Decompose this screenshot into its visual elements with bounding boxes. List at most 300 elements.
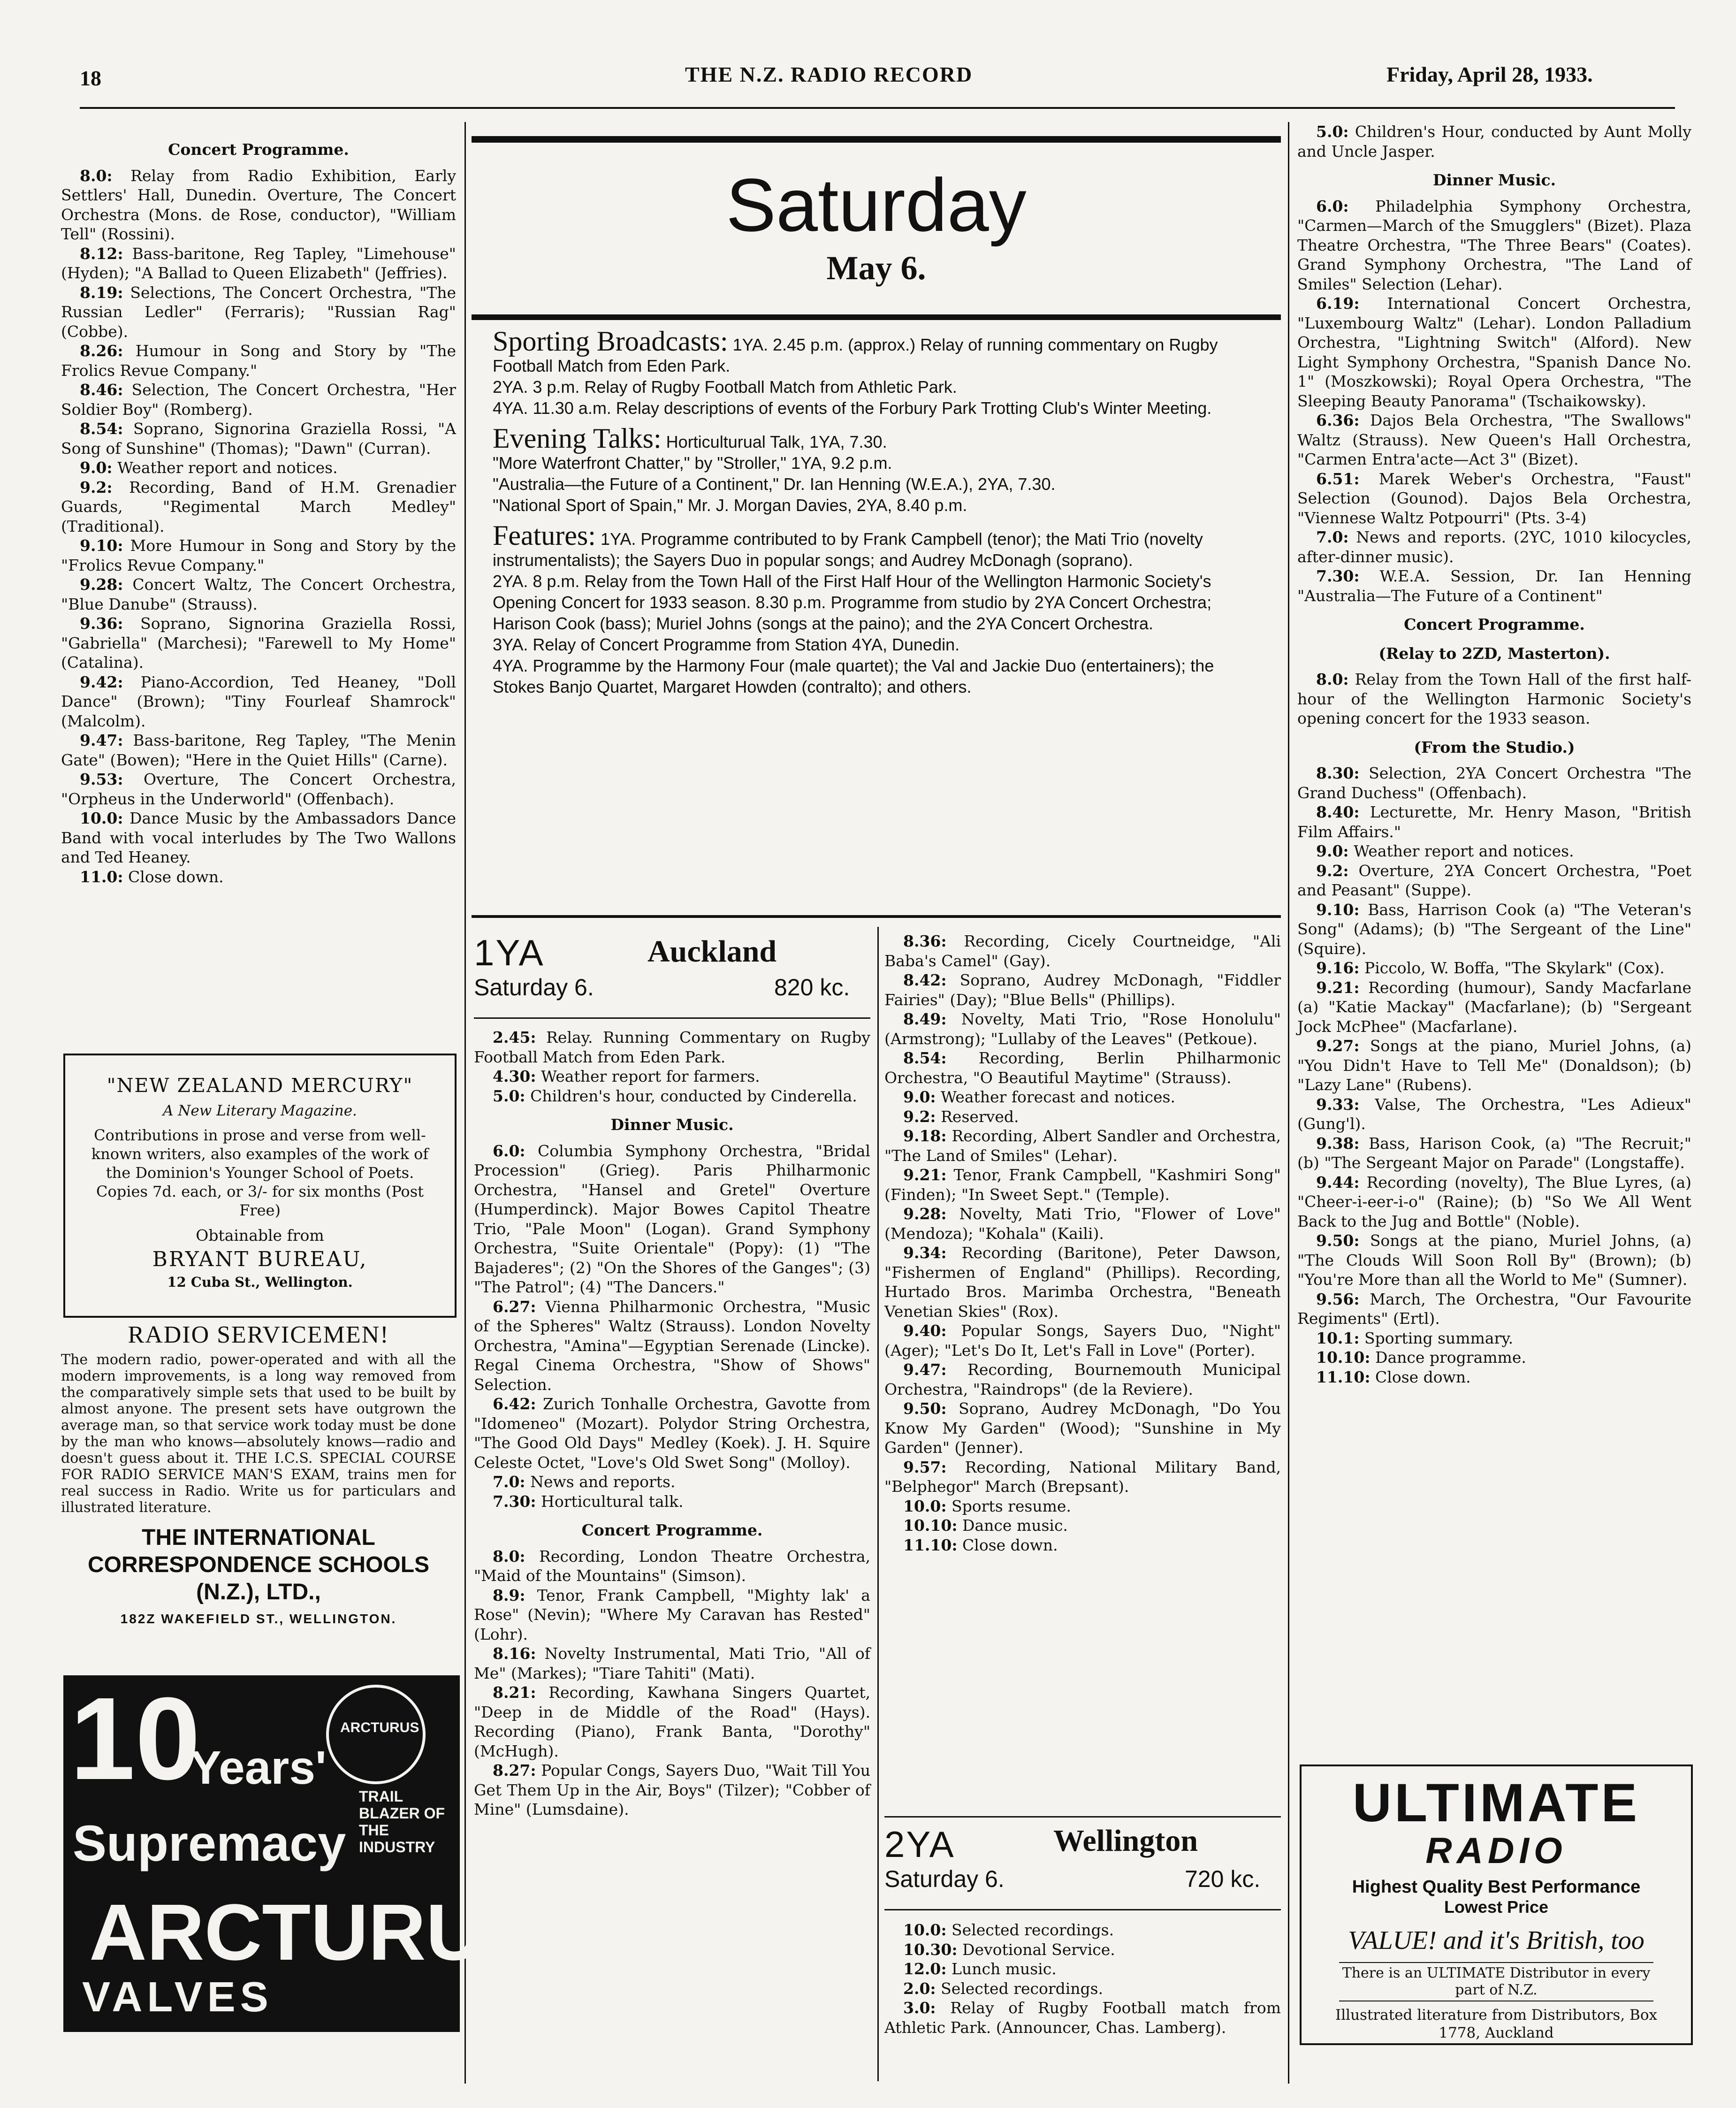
- programme-item: [1297, 469, 1691, 528]
- station-day: Saturday 6.: [884, 1866, 1005, 1892]
- programme-time: 10.30:: [903, 1940, 958, 1959]
- ultimate-brand: ULTIMATE: [1352, 1773, 1640, 1833]
- mercury-advert: [63, 1054, 457, 1318]
- programme-time: 2.0:: [903, 1979, 936, 1998]
- programme-item: [61, 867, 456, 887]
- header-rule: [80, 107, 1675, 109]
- ultimate-advert: [1300, 1764, 1693, 2045]
- ultimate-value: VALUE! and it's British, too: [1348, 1926, 1645, 1955]
- programme-time: 9.27:: [1316, 1037, 1360, 1055]
- programme-item: [474, 1141, 870, 1297]
- programme-time: 9.0:: [1316, 842, 1349, 860]
- programme-time: 12.0:: [903, 1960, 947, 1978]
- programme-time: 8.36:: [903, 932, 947, 950]
- programme-time: 7.30:: [493, 1492, 536, 1511]
- programme-text: Piano-Accordion, Ted Heaney, "Doll Dance" (Brown); "Tiny Fourleaf Shamrock" (Malcolm).: [61, 672, 456, 730]
- programme-time: 9.34:: [903, 1244, 947, 1262]
- programme-text: W.E.A. Session, Dr. Ian Henning "Australia—The Future of a Continent": [1297, 567, 1691, 605]
- programme-text: Recording, Cicely Courtneidge, "Ali Baba's Camel" (Gay).: [884, 932, 1281, 970]
- programme-text: International Concert Orchestra, "Luxembourg Waltz" (Lehar). London Palladium Orchestra, "Lightning Switch" (Alford). New Light Symphony Orchestra, "Spanish Dance No. 1" (Moszkowski); Royal Opera Orchestra, "The Sleeping Beauty Panorama" (Tschaikowsky).: [1297, 294, 1691, 410]
- programme-text: Zurich Tonhalle Orchestra, Gavotte from "Idomeneo" (Mozart). Polydor String Orchestra, "The Good Old Days" Medley (Koek). J. H. Squire Celeste Octet, "Love's Old Swet Song" (Molloy).: [474, 1395, 870, 1472]
- programme-time: 8.0:: [80, 166, 113, 185]
- programme-item: [474, 1683, 870, 1761]
- programme-text: Concert Waltz, The Concert Orchestra, "Blue Danube" (Strauss).: [61, 575, 456, 613]
- programme-item: [61, 380, 456, 419]
- features-label: Features:: [493, 520, 596, 551]
- programme-text: News and reports.: [525, 1473, 676, 1491]
- programme-item: [61, 283, 456, 342]
- station-rule: [884, 1909, 1281, 1910]
- sporting-label: Sporting Broadcasts:: [493, 326, 728, 357]
- programme-item: [884, 1165, 1281, 1204]
- programme-text: Tenor, Frank Campbell, "Mighty lak' a Rose" (Nevin); "Where My Caravan has Rested" (Lohr).: [474, 1586, 870, 1643]
- programme-time: 9.0:: [903, 1088, 936, 1106]
- station-rule: [474, 1017, 870, 1019]
- programme-time: 9.10:: [1316, 900, 1360, 919]
- programme-item: [884, 1126, 1281, 1165]
- programme-time: 9.56:: [1316, 1290, 1360, 1308]
- ics-title: RADIO SERVICEMEN!: [128, 1321, 389, 1348]
- mercury-title: "NEW ZEALAND MERCURY": [107, 1074, 413, 1097]
- programme-time: 9.10:: [80, 536, 123, 555]
- programme-item: [1297, 1367, 1691, 1387]
- programme-text: Children's Hour, conducted by Aunt Molly and Uncle Jasper.: [1297, 122, 1691, 160]
- section-heading: Concert Programme.: [581, 1521, 763, 1539]
- programme-item: [474, 1472, 870, 1492]
- programme-time: 8.27:: [493, 1761, 536, 1780]
- programme-text: Selected recordings.: [946, 1921, 1114, 1939]
- station-call-sign: 2YA: [884, 1824, 955, 1865]
- section-heading: Concert Programme.: [1404, 615, 1585, 634]
- programme-time: 8.49:: [903, 1010, 947, 1028]
- programme-item: [1297, 764, 1691, 802]
- programme-text: Bass, Harison Cook, (a) "The Recruit;" (b) "The Sergeant Major on Parade" (Longstaffe).: [1297, 1134, 1691, 1172]
- programme-item: [884, 1940, 1281, 1960]
- ics-company: THE INTERNATIONAL CORRESPONDENCE SCHOOLS (N.Z.), LTD.,: [87, 1525, 430, 1604]
- programme-time: 9.21:: [903, 1166, 947, 1184]
- programme-time: 9.38:: [1316, 1134, 1360, 1153]
- programme-text: Lunch music.: [946, 1960, 1057, 1978]
- programme-text: Lecturette, Mr. Henry Mason, "British Film Affairs.": [1297, 803, 1691, 841]
- programme-item: [884, 1204, 1281, 1243]
- programme-time: 9.42:: [80, 672, 123, 691]
- programme-item: [1297, 1290, 1691, 1329]
- programme-text: Children's hour, conducted by Cinderella.: [525, 1086, 857, 1105]
- talk-item: "National Sport of Spain," Mr. J. Morgan Davies, 2YA, 8.40 p.m.: [493, 496, 967, 515]
- column-2ya-morning: [884, 1920, 1281, 2037]
- programme-item: [474, 1028, 870, 1067]
- station-2ya-header: [884, 1823, 1281, 1905]
- programme-item: [1297, 566, 1691, 605]
- programme-text: March, The Orchestra, "Our Favourite Regiments" (Ertl).: [1297, 1290, 1691, 1328]
- programme-text: Overture, 2YA Concert Orchestra, "Poet and Peasant" (Suppe).: [1297, 861, 1691, 899]
- programme-text: Sporting summary.: [1359, 1329, 1514, 1347]
- programme-text: Relay from the Town Hall of the first half-hour of the Wellington Harmonic Society's opening concert for the 1933 season.: [1297, 670, 1691, 727]
- programme-text: Recording, National Military Band, "Belphegor" March (Brepsant).: [884, 1458, 1281, 1496]
- talk-item: "More Waterfront Chatter," by "Stroller," 1YA, 9.2 p.m.: [493, 453, 892, 473]
- programme-time: 7.0:: [493, 1473, 525, 1491]
- features-box: [493, 326, 1262, 697]
- programme-item: [61, 809, 456, 867]
- programme-item: [1297, 841, 1691, 861]
- programme-text: Weather report and notices.: [112, 458, 338, 477]
- programme-time: 11.10:: [1316, 1367, 1371, 1386]
- programme-item: [884, 1243, 1281, 1321]
- programme-text: Novelty, Mati Trio, "Flower of Love" (Mendoza); "Kohala" (Kaili).: [884, 1205, 1281, 1243]
- arcturus-valves: VALVES: [82, 1974, 273, 2021]
- programme-text: Recording, London Theatre Orchestra, "Maid of the Mountains" (Simson).: [474, 1547, 870, 1585]
- programme-text: Devotional Service.: [957, 1940, 1115, 1959]
- programme-text: Columbia Symphony Orchestra, "Bridal Procession" (Grieg). Paris Philharmonic Orchestra, "Hansel and Gretel" Overture (Humperdinck). Major Bowes Capitol Theatre Trio, "Pale Moon" (Logan). Grand Symphony Orchestra, "Suite Orientale" (Popy): (1) "The Bajaderes"; (2) "On the Shores of the Ganges"; (3) "The Patrol"; (4) "The Dancers.": [474, 1141, 870, 1296]
- programme-text: Recording (humour), Sandy Macfarlane (a) "Katie Mackay" (Macfarlane); (b) "Sergeant Jock McPhee" (Macfarlane).: [1297, 978, 1691, 1036]
- programme-item: [474, 1547, 870, 1586]
- programme-time: 5.0:: [493, 1086, 525, 1105]
- programme-text: Weather report for farmers.: [536, 1067, 760, 1085]
- column-divider: [877, 927, 879, 2081]
- programme-text: Popular Songs, Sayers Duo, "Night" (Ager); "Let's Do It, Let's Fall in Love" (Porter).: [884, 1321, 1281, 1360]
- programme-time: 8.21:: [493, 1683, 536, 1702]
- programme-item: [1297, 802, 1691, 841]
- programme-item: [884, 1535, 1281, 1555]
- programme-item: [1297, 1095, 1691, 1134]
- programme-text: Novelty, Mati Trio, "Rose Honolulu" (Armstrong); "Lullaby of the Leaves" (Petkoue).: [884, 1010, 1281, 1048]
- programme-time: 2.45:: [493, 1028, 536, 1046]
- programme-time: 8.54:: [80, 420, 123, 438]
- programme-time: 10.0:: [80, 809, 123, 827]
- section-heading: (Relay to 2ZD, Masterton).: [1378, 644, 1610, 663]
- programme-text: Close down.: [123, 867, 224, 886]
- programme-text: Dajos Bela Orchestra, "The Swallows" Waltz (Strauss). New Queen's Hall Orchestra, "Carmen Entra'acte—Act 3" (Bizet).: [1297, 411, 1691, 468]
- programme-time: 8.0:: [493, 1547, 525, 1566]
- programme-text: Relay from Radio Exhibition, Early Settlers' Hall, Dunedin. Overture, The Concert Orchestra (Mons. de Rose, conductor), "William Tell" (Rossini).: [61, 166, 456, 243]
- programme-item: [61, 244, 456, 283]
- programme-item: [884, 1048, 1281, 1087]
- programme-text: Humour in Song and Story by "The Frolics Revue Company.": [61, 342, 456, 380]
- programme-text: Close down.: [957, 1535, 1058, 1554]
- programme-item: [1297, 294, 1691, 411]
- mercury-body: Contributions in prose and verse from well-known writers, also examples of the work of the Dominion's Younger School of Poets. Copies 7d. each, or 3/- for six months (Post Free): [91, 1126, 429, 1219]
- programme-item: [474, 1492, 870, 1512]
- programme-item: [61, 614, 456, 672]
- station-rule: [884, 1816, 1281, 1818]
- programme-item: [1297, 1348, 1691, 1367]
- programme-item: [884, 1107, 1281, 1127]
- programme-item: [474, 1297, 870, 1395]
- programme-text: Songs at the piano, Muriel Johns, (a) "The Clouds Will Soon Roll By" (Brown); (b) "You're More than all the World to Me" (Sumner).: [1297, 1231, 1691, 1289]
- column-4ya-concert: [61, 130, 456, 886]
- talk-item: "Australia—the Future of a Continent," Dr. Ian Henning (W.E.A.), 2YA, 7.30.: [493, 474, 1056, 494]
- programme-text: Tenor, Frank Campbell, "Kashmiri Song" (Finden); "In Sweet Sept." (Temple).: [884, 1166, 1281, 1204]
- programme-time: 9.53:: [80, 770, 123, 788]
- station-1ya-header: [474, 932, 870, 1014]
- section-heading: Dinner Music.: [610, 1115, 734, 1134]
- programme-time: 8.9:: [493, 1586, 525, 1604]
- programme-time: 8.30:: [1316, 764, 1360, 782]
- programme-time: 9.47:: [903, 1360, 947, 1379]
- programme-time: 8.42:: [903, 971, 947, 989]
- ics-address: 182Z WAKEFIELD ST., WELLINGTON.: [120, 1612, 397, 1626]
- programme-item: [61, 575, 456, 614]
- programme-item: [61, 458, 456, 478]
- programme-text: News and reports. (2YC, 1010 kilocycles, after-dinner music).: [1297, 528, 1691, 566]
- programme-text: Horticultural talk.: [536, 1492, 684, 1511]
- section-heading: Dinner Music.: [1432, 171, 1556, 189]
- programme-time: 10.1:: [1316, 1329, 1360, 1347]
- section-heading: (From the Studio.): [1414, 738, 1575, 756]
- programme-item: [1297, 527, 1691, 566]
- programme-item: [884, 1998, 1281, 2037]
- sporting-item: 4YA. 11.30 a.m. Relay descriptions of events of the Forbury Park Trotting Club's Winter Meeting.: [493, 398, 1212, 418]
- ultimate-literature: Illustrated literature from Distributors, Box 1778, Auckland: [1335, 2007, 1657, 2041]
- programme-time: 3.0:: [903, 1999, 936, 2017]
- programme-item: [884, 1458, 1281, 1497]
- programme-text: Recording, Berlin Philharmonic Orchestra, "O Beautiful Maytime" (Strauss).: [884, 1049, 1281, 1087]
- programme-item: [474, 1394, 870, 1472]
- programme-text: Selection, The Concert Orchestra, "Her Soldier Boy" (Romberg).: [61, 381, 456, 419]
- programme-time: 9.21:: [1316, 978, 1360, 997]
- programme-text: Recording, Bournemouth Municipal Orchestra, "Raindrops" (de la Reviere).: [884, 1360, 1281, 1398]
- station-call-sign: 1YA: [474, 932, 545, 973]
- programme-item: [1297, 1036, 1691, 1095]
- programme-text: Popular Congs, Sayers Duo, "Wait Till You Get Them Up in the Air, Boys" (Tilzer); "Cobber of Mine" (Lumsdaine).: [474, 1761, 870, 1818]
- programme-time: 10.0:: [903, 1921, 947, 1939]
- programme-text: Soprano, Audrey McDonagh, "Fiddler Fairies" (Day); "Blue Bells" (Phillips).: [884, 971, 1281, 1009]
- station-frequency: 820 kc.: [774, 974, 850, 1001]
- programme-text: Weather forecast and notices.: [936, 1088, 1175, 1106]
- programme-time: 4.30:: [493, 1067, 536, 1085]
- programme-text: Dance programme.: [1370, 1348, 1526, 1367]
- programme-time: 7.0:: [1316, 528, 1349, 546]
- programme-time: 6.36:: [1316, 411, 1360, 429]
- programme-item: [61, 419, 456, 458]
- programme-item: [61, 166, 456, 244]
- programme-time: 10.10:: [1316, 1348, 1371, 1367]
- programme-time: 6.42:: [493, 1395, 536, 1413]
- programme-time: 9.57:: [903, 1458, 947, 1476]
- arcturus-brand: ARCTURUS: [89, 1888, 537, 1977]
- programme-time: 8.19:: [80, 283, 123, 302]
- programme-item: [884, 1321, 1281, 1360]
- programme-text: Weather report and notices.: [1348, 842, 1574, 860]
- programme-time: 11.10:: [903, 1535, 958, 1554]
- section-heading: Concert Programme.: [168, 140, 349, 159]
- programme-text: Soprano, Audrey McDonagh, "Do You Know My Garden" (Wood); "Sunshine in My Garden" (Jenner).: [884, 1399, 1281, 1457]
- programme-text: Overture, The Concert Orchestra, "Orpheus in the Underworld" (Offenbach).: [61, 770, 456, 808]
- programme-item: [1297, 411, 1691, 469]
- programme-time: 9.28:: [903, 1205, 947, 1223]
- programme-time: 5.0:: [1316, 122, 1349, 141]
- programme-text: Recording (novelty), The Blue Lyres, (a) "Cheer-i-eer-i-o" (Raine); (b) "So We All Went Back to the Jug and Bottle" (Noble).: [1297, 1173, 1691, 1230]
- programme-item: [884, 1087, 1281, 1107]
- feature-item: 4YA. Programme by the Harmony Four (male quartet); the Val and Jackie Duo (entertainers); the Stokes Banjo Quartet, Margaret Howden (contralto); and others.: [493, 656, 1214, 696]
- programme-time: 11.0:: [80, 867, 123, 886]
- programme-text: Selected recordings.: [936, 1979, 1104, 1998]
- programme-text: Sports resume.: [946, 1497, 1071, 1515]
- talks-label: Evening Talks:: [493, 423, 662, 454]
- programme-item: [1297, 197, 1691, 294]
- programme-item: [1297, 1134, 1691, 1173]
- programme-time: 8.40:: [1316, 803, 1360, 821]
- station-frequency: 720 kc.: [1185, 1866, 1261, 1892]
- programme-item: [474, 1644, 870, 1683]
- programme-item: [1297, 978, 1691, 1037]
- issue-date: Friday, April 28, 1933.: [1386, 62, 1593, 86]
- programme-item: [884, 1920, 1281, 1940]
- programme-time: 9.36:: [80, 614, 123, 633]
- sporting-item: 1YA. 2.45 p.m. (approx.) Relay of running commentary on Rugby Football Match from Eden Park.: [493, 335, 1218, 375]
- masthead-date: May 6.: [826, 249, 926, 287]
- ics-advert: [61, 1321, 456, 1627]
- programme-text: Vienna Philharmonic Orchestra, "Music of the Spheres" Waltz (Strauss). London Novelty Orchestra, "Amina"—Egyptian Serenade (Lincke). Regal Cinema Orchestra, "Show of Shows" Selection.: [474, 1297, 870, 1394]
- ics-body: The modern radio, power-operated and with all the modern improvements, is a long way removed from the comparatively simple sets that used to be built by almost anyone. The present sets have outgrown the average man, so that service work today must be done by the man who knows—absolutely knows—radio and doesn't guess about it. THE I.C.S. SPECIAL COURSE FOR RADIO SERVICE MAN'S EXAM, trains men for real success in Radio. Write us for particulars and illustrated literature.: [61, 1352, 456, 1516]
- station-city: Wellington: [1053, 1824, 1198, 1858]
- arcturus-badge-text: ARCTURUS: [340, 1720, 419, 1735]
- programme-item: [884, 1516, 1281, 1535]
- programme-text: Selections, The Concert Orchestra, "The Russian Ledler" (Ferraris); "Russian Rag" (Cobbe).: [61, 283, 456, 341]
- programme-time: 8.26:: [80, 342, 123, 360]
- programme-item: [474, 1761, 870, 1819]
- feature-item: 3YA. Relay of Concert Programme from Station 4YA, Dunedin.: [493, 635, 960, 654]
- programme-item: [61, 341, 456, 380]
- programme-time: 9.28:: [80, 575, 123, 594]
- programme-item: [1297, 900, 1691, 959]
- programme-time: 9.18:: [903, 1127, 947, 1145]
- programme-time: 8.12:: [80, 244, 123, 263]
- programme-item: [884, 1399, 1281, 1458]
- column-1ya-continued: [884, 932, 1281, 1555]
- programme-item: [61, 672, 456, 731]
- programme-item: [61, 770, 456, 809]
- column-divider: [464, 122, 466, 2084]
- programme-time: 9.44:: [1316, 1173, 1360, 1191]
- ultimate-line1: Highest Quality Best Performance: [1352, 1877, 1641, 1897]
- features-rule: [472, 915, 1281, 918]
- programme-text: Recording, Band of H.M. Grenadier Guards, "Regimental March Medley" (Traditional).: [61, 478, 456, 535]
- programme-item: [884, 932, 1281, 970]
- station-day: Saturday 6.: [474, 974, 594, 1001]
- programme-item: [474, 1586, 870, 1644]
- programme-item: [884, 970, 1281, 1009]
- programme-item: [1297, 958, 1691, 978]
- programme-time: 8.16:: [493, 1644, 536, 1663]
- mercury-address: 12 Cuba St., Wellington.: [167, 1274, 353, 1290]
- column-divider: [1288, 122, 1289, 2084]
- programme-text: Dance music.: [957, 1516, 1068, 1535]
- ultimate-distributor: There is an ULTIMATE Distributor in every part of N.Z.: [1339, 1962, 1653, 2001]
- programme-item: [884, 1979, 1281, 1999]
- programme-item: [1297, 861, 1691, 900]
- programme-time: 9.16:: [1316, 959, 1360, 977]
- programme-item: [884, 1959, 1281, 1979]
- programme-item: [61, 478, 456, 536]
- talk-item: Horticulturual Talk, 1YA, 7.30.: [666, 432, 887, 451]
- programme-item: [474, 1067, 870, 1086]
- feature-item: 1YA. Programme contributed to by Frank Campbell (tenor); the Mati Trio (novelty instrumentalists); the Sayers Duo in popular songs; and Audrey McDonagh (soprano).: [493, 529, 1203, 570]
- programme-time: 8.0:: [1316, 670, 1349, 688]
- programme-time: 7.30:: [1316, 567, 1360, 585]
- programme-time: 6.51:: [1316, 469, 1360, 488]
- programme-time: 9.2:: [80, 478, 113, 496]
- programme-text: Philadelphia Symphony Orchestra, "Carmen—March of the Smugglers" (Bizet). Plaza Theatre Orchestra, "The Three Bears" (Coates). Grand Symphony Orchestra, "The Land of Smiles" Selection (Lehar).: [1297, 197, 1691, 293]
- programme-item: [61, 731, 456, 770]
- mercury-obtain: Obtainable from: [196, 1226, 324, 1245]
- column-1ya-programme: [474, 1028, 870, 1819]
- programme-text: Recording, Kawhana Singers Quartet, "Deep in de Middle of the Road" (Hays). Recording (Piano), Frank Banta, "Dorothy" (McHugh).: [474, 1683, 870, 1760]
- programme-text: Relay of Rugby Football match from Athletic Park. (Announcer, Chas. Lamberg).: [884, 1999, 1281, 2037]
- feature-item: 2YA. 8 p.m. Relay from the Town Hall of the First Half Hour of the Wellington Harmonic Society's Opening Concert for 1933 season. 8.30 p.m. Programme from studio by 2YA Concert Orchestra; Harison Cook (bass); Muriel Johns (songs at the paino); and the 2YA Concert Orchestra.: [493, 572, 1212, 633]
- programme-time: 9.2:: [903, 1107, 936, 1126]
- programme-time: 8.46:: [80, 381, 123, 399]
- programme-text: Piccolo, W. Boffa, "The Skylark" (Cox).: [1359, 959, 1665, 977]
- mercury-subtitle: A New Literary Magazine.: [163, 1102, 357, 1119]
- sporting-item: 2YA. 3 p.m. Relay of Rugby Football Match from Athletic Park.: [493, 377, 957, 397]
- station-city: Auckland: [647, 934, 777, 969]
- programme-time: 10.10:: [903, 1516, 958, 1535]
- programme-item: [61, 536, 456, 575]
- programme-text: Bass, Harrison Cook (a) "The Veteran's Song" (Adams); (b) "The Sergeant of the Line" (Squire).: [1297, 900, 1691, 958]
- programme-time: 6.27:: [493, 1297, 536, 1316]
- programme-text: Valse, The Orchestra, "Les Adieux" (Gung'l).: [1297, 1095, 1691, 1133]
- programme-text: Reserved.: [936, 1107, 1019, 1126]
- ultimate-radio: RADIO: [1425, 1830, 1567, 1871]
- programme-time: 9.40:: [903, 1321, 947, 1340]
- programme-text: Recording (Baritone), Peter Dawson, "Fishermen of England" (Phillips). Recording, Hurtado Bros. Marimba Orchestra, "Beneath Venetian Skies" (Rox).: [884, 1244, 1281, 1321]
- programme-time: 9.2:: [1316, 861, 1349, 880]
- programme-item: [474, 1086, 870, 1106]
- programme-text: Marek Weber's Orchestra, "Faust" Selection (Gounod). Dajos Bela Orchestra, "Viennese Waltz Potpourri" (Pts. 3-4): [1297, 469, 1691, 527]
- page-number: 18: [80, 66, 101, 90]
- masthead-day: Saturday: [726, 163, 1027, 247]
- programme-text: Dance Music by the Ambassadors Dance Band with vocal interludes by The Two Wallons and Ted Heaney.: [61, 809, 456, 866]
- programme-time: 9.0:: [80, 458, 113, 477]
- programme-text: Recording, Albert Sandler and Orchestra, "The Land of Smiles" (Lehar).: [884, 1127, 1281, 1165]
- mercury-bureau: BRYANT BUREAU,: [152, 1247, 368, 1271]
- programme-time: 9.50:: [903, 1399, 947, 1418]
- programme-item: [884, 1009, 1281, 1048]
- programme-text: Soprano, Signorina Graziella Rossi, "Gabriella" (Marchesi); "Farewell to My Home" (Catalina).: [61, 614, 456, 672]
- arcturus-supremacy: Supremacy: [73, 1815, 346, 1871]
- programme-time: 8.54:: [903, 1049, 947, 1067]
- programme-text: Novelty Instrumental, Mati Trio, "All of Me" (Markes); "Tiare Tahiti" (Mati).: [474, 1644, 870, 1682]
- programme-item: [1297, 122, 1691, 161]
- programme-text: Relay. Running Commentary on Rugby Football Match from Eden Park.: [474, 1028, 870, 1066]
- programme-text: Close down.: [1370, 1367, 1471, 1386]
- programme-text: Bass-baritone, Reg Tapley, "The Menin Gate" (Bowen); "Here in the Quiet Hills" (Carne).: [61, 731, 456, 769]
- programme-time: 9.50:: [1316, 1231, 1360, 1250]
- programme-time: 6.19:: [1316, 294, 1360, 313]
- programme-text: Bass-baritone, Reg Tapley, "Limehouse" (Hyden); "A Ballad to Queen Elizabeth" (Jeffries).: [61, 244, 456, 282]
- programme-item: [1297, 670, 1691, 728]
- programme-item: [1297, 1173, 1691, 1231]
- programme-time: 9.47:: [80, 731, 123, 749]
- programme-text: Songs at the piano, Muriel Johns, (a) "You Didn't Have to Tell Me" (Donaldson); (b) "Lazy Lane" (Rubens).: [1297, 1037, 1691, 1094]
- arcturus-trail: TRAIL BLAZER OF THE INDUSTRY: [359, 1788, 445, 1856]
- programme-time: 6.0:: [493, 1141, 525, 1160]
- masthead-rule-top: [472, 136, 1281, 143]
- programme-time: 6.0:: [1316, 197, 1349, 215]
- column-2ya-evening: [1297, 122, 1691, 1387]
- ultimate-line2: Lowest Price: [1444, 1897, 1549, 1917]
- arcturus-years: Years': [190, 1741, 327, 1794]
- programme-text: More Humour in Song and Story by the "Frolics Revue Company.": [61, 536, 456, 574]
- arcturus-ten: 10: [70, 1673, 201, 1804]
- programme-item: [884, 1497, 1281, 1516]
- programme-text: Soprano, Signorina Graziella Rossi, "A Song of Sunshine" (Thomas); "Dawn" (Curran).: [61, 420, 456, 458]
- programme-item: [884, 1360, 1281, 1399]
- programme-time: 9.33:: [1316, 1095, 1360, 1114]
- programme-item: [1297, 1231, 1691, 1290]
- programme-text: Selection, 2YA Concert Orchestra "The Grand Duchess" (Offenbach).: [1297, 764, 1691, 802]
